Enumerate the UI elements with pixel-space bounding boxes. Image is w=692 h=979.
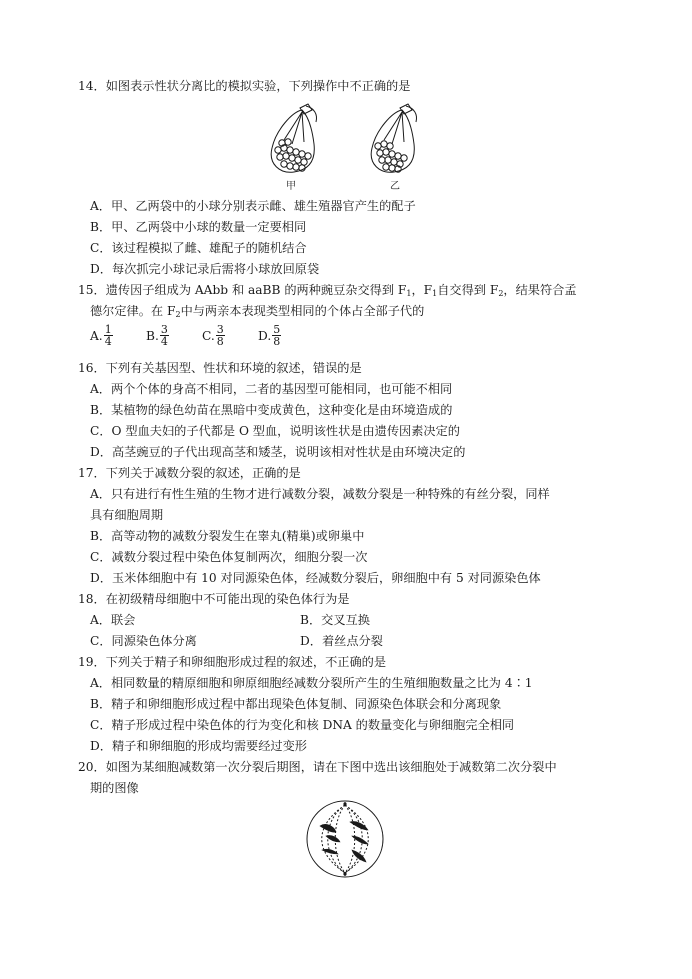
q15-option-d: D. $\frac{5}{8}$ <box>258 323 281 348</box>
q17-option-d: D．玉米体细胞中有 10 对同源染色体，经减数分裂后，卵细胞中有 5 对同源染色体 <box>90 571 541 585</box>
q19-option-a: A．相同数量的精原细胞和卵原细胞经减数分裂所产生的生殖细胞数量之比为 4∶1 <box>90 676 533 690</box>
q15-option-a: A. $\frac{1}{4}$ <box>90 323 112 348</box>
q15-stem-line2: 德尔定律。在 $F_2$中与两亲本表现类型相同的个体占全部子代的 <box>90 304 425 319</box>
q17-option-a-line1: A．只有进行有性生殖的生物才进行减数分裂，减数分裂是一种特殊的有丝分裂，同样 <box>90 487 550 501</box>
q17-option-a-line2: 具有细胞周期 <box>90 508 164 522</box>
q14-label-jia: 甲 <box>286 181 296 192</box>
bag-yi <box>371 104 416 172</box>
q14-stem: 14．如图表示性状分离比的模拟实验，下列操作中不正确的是 <box>78 79 411 93</box>
q20-stem-line1: 20．如图为某细胞减数第一次分裂后期图，请在下图中选出该细胞处于减数第二次分裂中 <box>78 760 557 774</box>
q20-cell-figure <box>302 796 388 882</box>
q15-option-b: B. $\frac{3}{4}$ <box>146 323 168 348</box>
q20-stem-line2: 期的图像 <box>90 781 139 795</box>
q16-option-c: C．O 型血夫妇的子代都是 O 型血，说明该性状是由遗传因素决定的 <box>90 424 460 438</box>
q19-option-b: B．精子和卵细胞形成过程中都出现染色体复制、同源染色体联会和分离现象 <box>90 697 502 711</box>
q14-option-b: B．甲、乙两袋中小球的数量一定要相同 <box>90 220 307 234</box>
q15-stem-line1: 15．遗传因子组成为 AAbb 和 aaBB 的两种豌豆杂交得到 $F_1$，$F_1$自交得到 $F_2$，结果符合孟 <box>78 283 577 298</box>
q18-option-c: C．同源染色体分离 <box>90 634 197 648</box>
q19-stem: 19．下列关于精子和卵细胞形成过程的叙述，不正确的是 <box>78 655 387 669</box>
cell-membrane <box>307 801 383 877</box>
q16-option-d: D．高茎豌豆的子代出现高茎和矮茎，说明该相对性状是由环境决定的 <box>90 445 466 459</box>
q18-stem: 18．在初级精母细胞中不可能出现的染色体行为是 <box>78 592 350 606</box>
q16-stem: 16．下列有关基因型、性状和环境的叙述，错误的是 <box>78 361 362 375</box>
q17-stem: 17．下列关于减数分裂的叙述，正确的是 <box>78 466 301 480</box>
q16-option-b: B．某植物的绿色幼苗在黑暗中变成黄色，这种变化是由环境造成的 <box>90 403 453 417</box>
q14-label-yi: 乙 <box>390 181 400 192</box>
q17-option-b: B．高等动物的减数分裂发生在睾丸(精巢)或卵巢中 <box>90 529 365 543</box>
q17-option-c: C．减数分裂过程中染色体复制两次，细胞分裂一次 <box>90 550 368 564</box>
q19-option-c: C．精子形成过程中染色体的行为变化和核 DNA 的数量变化与卵细胞完全相同 <box>90 718 515 732</box>
q14-option-c: C．该过程模拟了雌、雄配子的随机结合 <box>90 241 307 255</box>
q14-option-a: A．甲、乙两袋中的小球分别表示雌、雄生殖器官产生的配子 <box>90 199 416 213</box>
q19-option-d: D．精子和卵细胞的形成均需要经过变形 <box>90 739 307 753</box>
q18-option-b: B．交叉互换 <box>300 613 370 627</box>
bag-jia <box>271 104 316 172</box>
q16-option-a: A．两个个体的身高不相同，二者的基因型可能相同，也可能不相同 <box>90 382 453 396</box>
q15-option-c: C. $\frac{3}{8}$ <box>202 323 224 348</box>
q18-option-a: A．联会 <box>90 613 136 627</box>
q14-option-d: D．每次抓完小球记录后需将小球放回原袋 <box>90 262 320 276</box>
q14-bags-figure <box>262 100 432 192</box>
q18-option-d: D．着丝点分裂 <box>300 634 383 648</box>
